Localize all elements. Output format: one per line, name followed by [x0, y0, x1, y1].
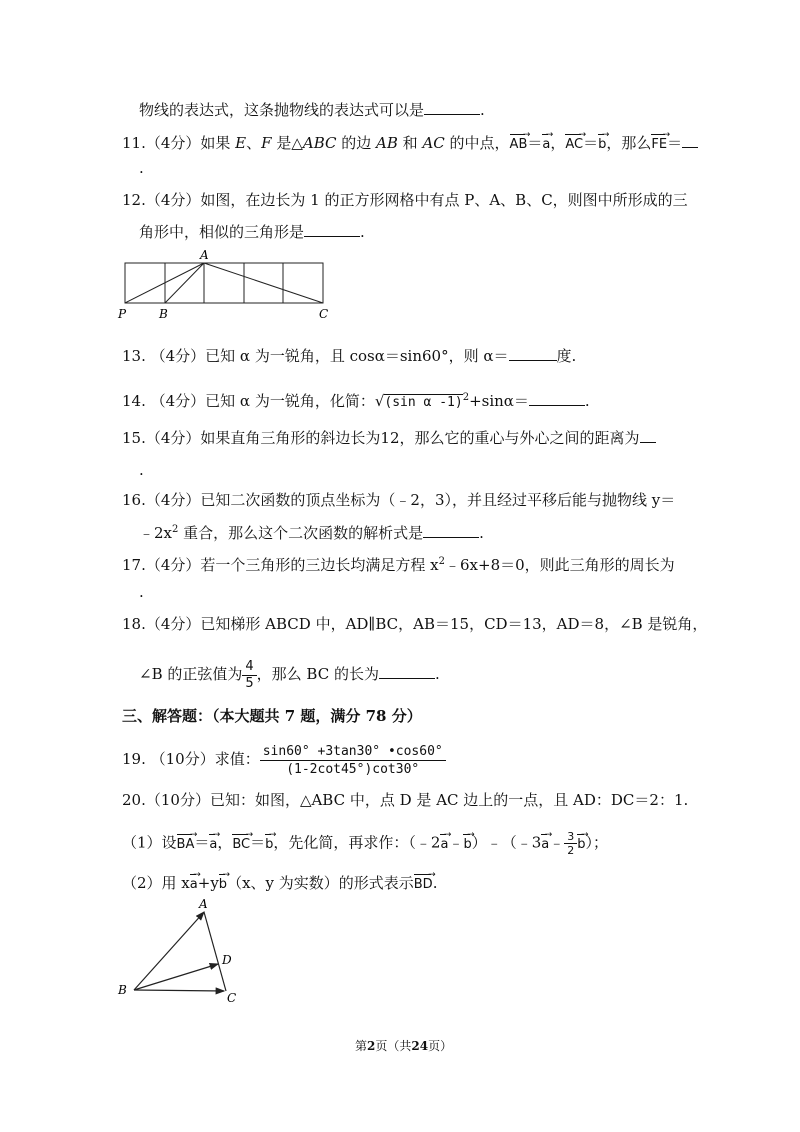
q11-prefix: 11.（4分）如果 [122, 134, 236, 152]
comma: ， [550, 134, 566, 152]
total-pages: 24 [411, 1039, 429, 1053]
answer-blank [529, 391, 585, 406]
side-ab: AB [376, 134, 398, 152]
numerator: sin60° +3tan30° •cos60° [260, 743, 446, 761]
answer-blank [640, 428, 656, 443]
q13-unit: 度. [556, 347, 577, 365]
segment-ba [165, 263, 204, 303]
answer-blank [682, 133, 698, 148]
answer-blank [424, 100, 480, 115]
fraction-3-2 [564, 830, 577, 857]
answer-blank [509, 346, 557, 361]
side-ac: AC [422, 134, 445, 152]
label-c: C [227, 991, 237, 1005]
q16-expr: ﹣2x [139, 524, 173, 542]
q18-text-b: ，那么 BC 的长为 [256, 665, 379, 683]
exponent: 2 [462, 392, 470, 403]
vector-a: a → [440, 832, 448, 855]
vector-ab: AB → [510, 132, 528, 155]
vector-bc: BC → [232, 832, 250, 855]
q14-text: 14. （4分）已知 α 为一锐角，化简： [122, 392, 375, 410]
eq: ＝ [667, 134, 683, 152]
q11-line1 [122, 132, 698, 155]
vector-fe: FE → [651, 132, 667, 155]
q11-t2: 的边 [336, 134, 377, 152]
q11-line2: . [139, 159, 144, 177]
q17-text-a: 17.（4分）若一个三角形的三边长均满足方程 x [122, 556, 439, 574]
q14 [122, 388, 590, 413]
q15-line2: . [139, 461, 144, 479]
footer-pre: 第 [355, 1039, 368, 1053]
part1-mid: ，先化简，再求作：（﹣2 [273, 833, 441, 852]
segment-ac [204, 263, 323, 303]
exponent: 2 [172, 524, 179, 535]
q15-line1 [122, 428, 656, 448]
q11-t3: 和 [397, 134, 423, 152]
q17-line2: . [139, 583, 144, 601]
exponent: 2 [438, 556, 446, 567]
page-footer [355, 1036, 452, 1056]
label-c: C [319, 307, 329, 321]
label-b: B [118, 983, 127, 997]
q12-dot: . [360, 223, 365, 241]
vector-b: b → [577, 832, 585, 855]
q12-grid-figure [115, 246, 335, 324]
part1-end: ）； [585, 833, 609, 852]
q19-text: 19. （10分）求值： [122, 750, 260, 768]
part2-mid: （x、y 为实数）的形式表示 [227, 874, 414, 892]
plus-y: +y [197, 874, 219, 892]
vector-b: b → [463, 832, 471, 855]
vector-a: a → [541, 832, 549, 855]
triangle-abc: ABC [302, 134, 337, 152]
footer-post: 页） [428, 1039, 453, 1053]
label-a: A [200, 248, 209, 262]
radicand: (sin α -1) [384, 395, 463, 410]
numerator: 3 [564, 830, 577, 844]
q13-text: 13. （4分）已知 α 为一锐角，且 cosα＝sin60°，则 α＝ [122, 347, 509, 365]
numerator: 4 [242, 659, 256, 676]
q11-t1: 是△ [271, 134, 303, 152]
point-f: F [261, 134, 272, 152]
denominator: (1-2cot45°)cot30° [286, 761, 420, 777]
vector-bd: BD → [414, 872, 433, 895]
eq: ＝ [583, 134, 599, 152]
point-e: E [235, 134, 247, 152]
q12-line2 [139, 222, 365, 242]
page-number: 2 [367, 1039, 376, 1053]
vector-bd-arrow [134, 964, 218, 990]
denominator: 5 [245, 675, 254, 691]
q18-line1: 18.（4分）已知梯形 ABCD 中，AD∥BC，AB＝15，CD＝13，AD＝8，∠B 是锐角， [122, 615, 708, 633]
minus: ﹣ [549, 833, 565, 852]
q18-dot: . [434, 665, 440, 683]
sep: 、 [246, 134, 262, 152]
side-ac [204, 912, 226, 991]
sqrt-sign: √ [374, 392, 385, 410]
answer-blank [423, 523, 479, 538]
q15-text: 15.（4分）如果直角三角形的斜边长为12，那么它的重心与外心之间的距离为 [122, 429, 640, 447]
label-a: A [199, 897, 208, 911]
eq: ＝ [194, 833, 210, 852]
q17-text-b: ﹣6x+8＝0，则此三角形的周长为 [445, 556, 675, 574]
comma: ， [217, 833, 233, 852]
q16-dot: . [479, 524, 484, 542]
vector-a: a → [190, 872, 198, 895]
q19 [122, 740, 446, 778]
q18-text-a: ∠B 的正弦值为 [139, 665, 243, 683]
section-heading: 三、解答题：（本大题共 7 题，满分 78 分） [122, 707, 422, 725]
q11-t5: ，那么 [606, 134, 652, 152]
eq: ＝ [250, 833, 266, 852]
part2-prefix: （2）用 x [122, 874, 190, 892]
part1-mid2: ）﹣（﹣3 [471, 833, 542, 852]
fraction-4-5 [242, 659, 256, 692]
q10-continuation: 物线的表达式，这条抛物线的表达式可以是 . [139, 101, 485, 119]
q18-line2 [139, 656, 440, 692]
q20-part1 [122, 830, 608, 857]
eq: ＝ [527, 134, 543, 152]
q10-text: 物线的表达式，这条抛物线的表达式可以是 [139, 101, 425, 119]
answer-blank [304, 222, 360, 237]
q16-line1: 16.（4分）已知二次函数的顶点坐标为（﹣2，3），并且经过平移后能与抛物线 y＝ [122, 491, 676, 509]
q20-part2 [122, 872, 437, 895]
q20-line1: 20.（10分）已知：如图，△ABC 中，点 D 是 AC 边上的一点，且 AD：DC＝2：1. [122, 791, 689, 809]
grid-border [125, 263, 323, 303]
vector-ba: BA → [177, 832, 195, 855]
minus: ﹣ [448, 833, 464, 852]
vector-b: b → [219, 872, 227, 895]
vector-a: a → [542, 132, 550, 155]
q19-fraction [260, 743, 446, 778]
denominator: 2 [567, 844, 575, 857]
vector-b: b → [265, 832, 273, 855]
q14-post: +sinα＝ [469, 392, 529, 410]
q17-line1 [122, 552, 675, 575]
label-d: D [222, 953, 232, 967]
vector-b: b → [598, 132, 606, 155]
footer-mid: 页（共 [375, 1039, 412, 1053]
vector-a: a → [209, 832, 217, 855]
vector-ac: AC → [565, 132, 583, 155]
label-b: B [159, 307, 168, 321]
q16-line2 [139, 520, 484, 543]
q12-text: 角形中，相似的三角形是 [139, 223, 305, 241]
q20-triangle-figure [112, 896, 252, 1006]
answer-blank [379, 664, 435, 679]
label-p: P [118, 307, 127, 321]
vector-bc-arrow [134, 990, 224, 991]
part1-prefix: （1）设 [122, 833, 177, 852]
q11-t4: 的中点， [444, 134, 510, 152]
q16-text: 重合，那么这个二次函数的解析式是 [178, 524, 424, 542]
q14-dot: . [584, 392, 590, 410]
q12-line1: 12.（4分）如图，在边长为 1 的正方形网格中有点 P、A、B、C，则图中所形成的三 [122, 191, 688, 209]
q13 [122, 346, 576, 366]
part2-dot: . [432, 874, 438, 892]
vector-ba-arrow [134, 912, 204, 990]
